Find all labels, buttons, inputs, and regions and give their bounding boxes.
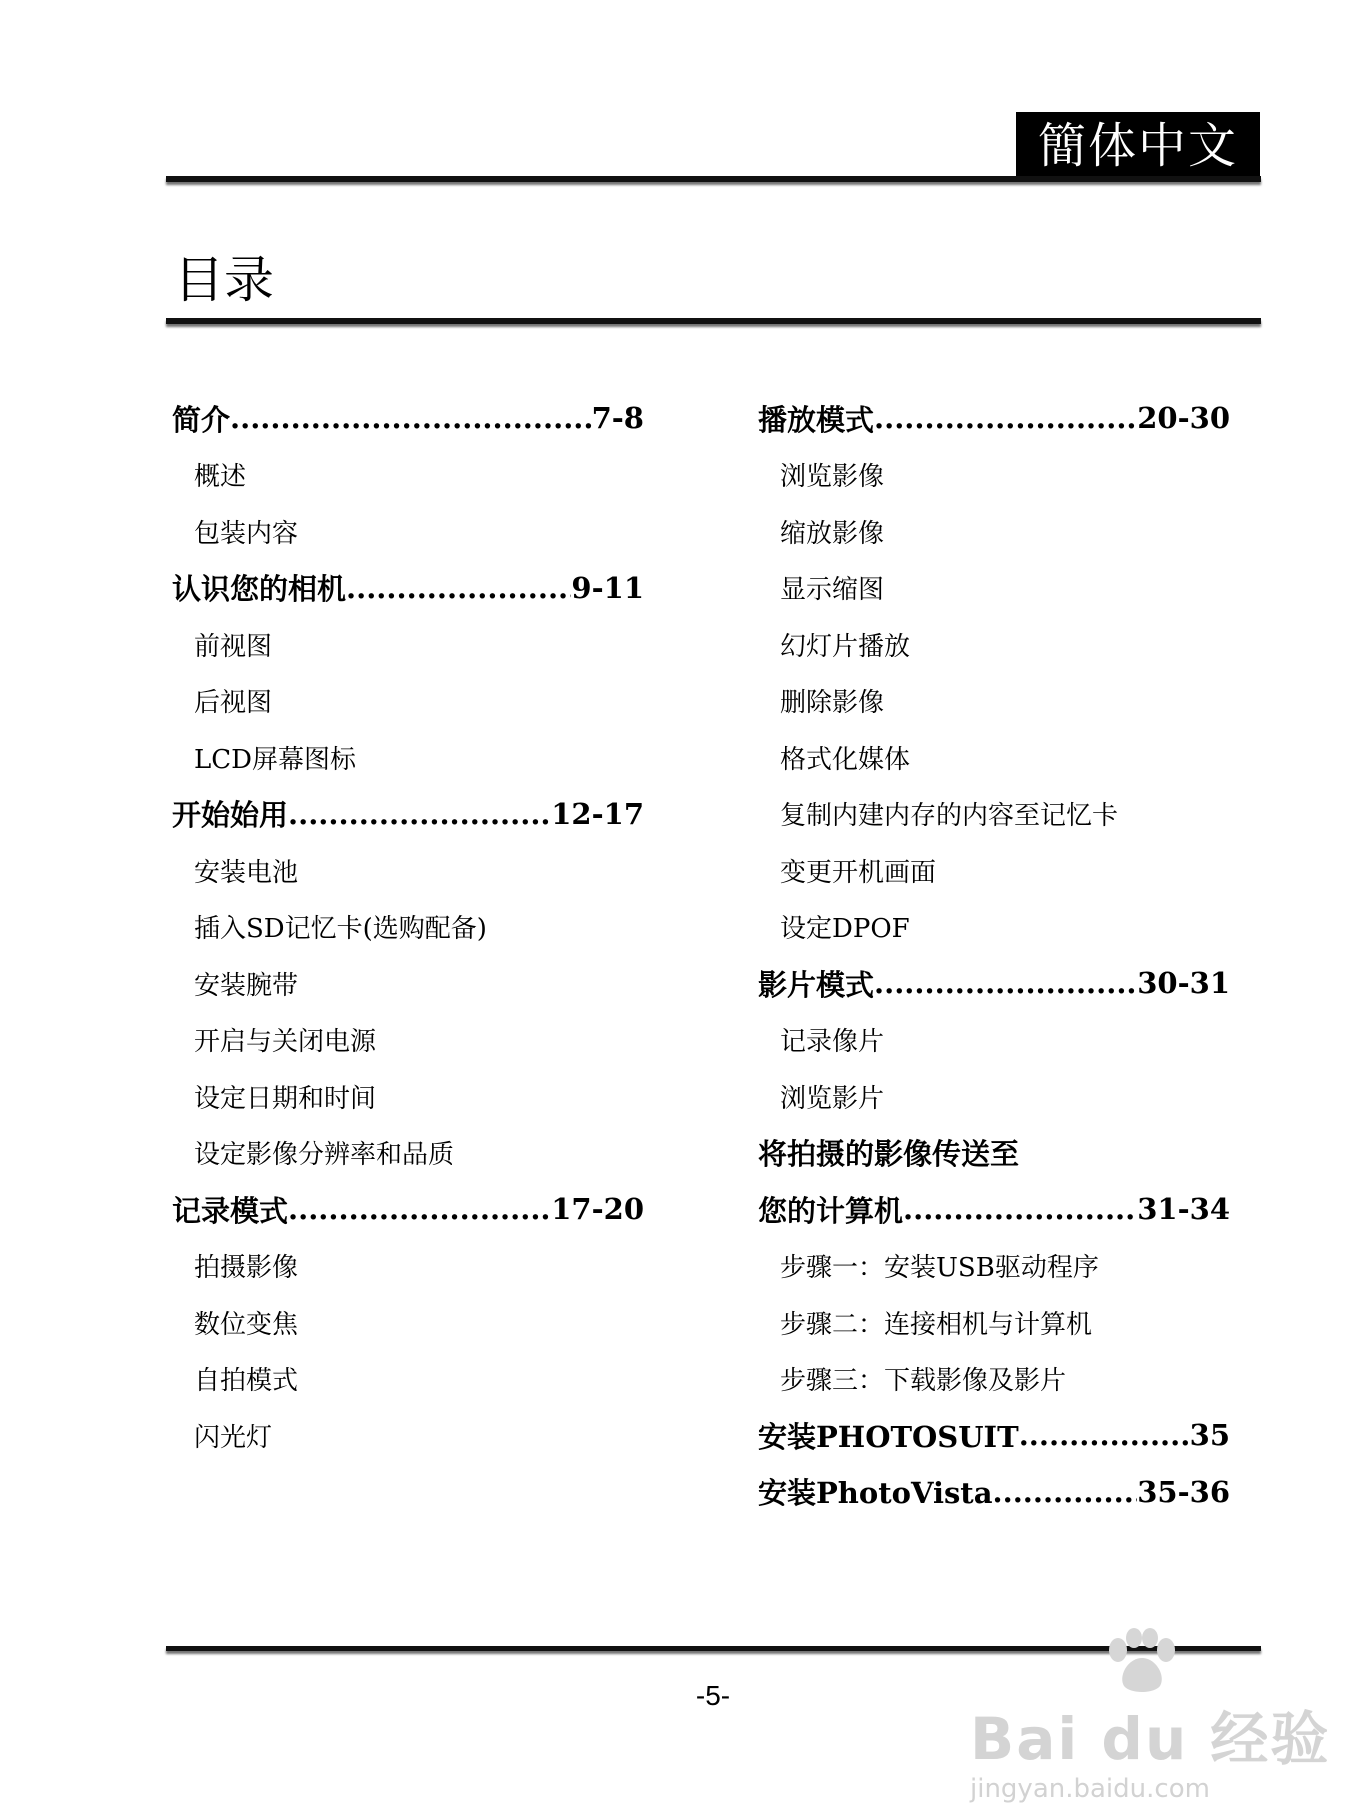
page-number: -5- <box>695 1680 731 1711</box>
toc-page-range: 7-8 <box>591 401 644 436</box>
toc-item-title: 包装内容 <box>194 518 299 549</box>
toc-page-range: 30-31 <box>1137 966 1230 1001</box>
toc-left-column <box>172 390 644 1464</box>
page-title: 目录 <box>174 251 274 309</box>
toc-item <box>172 1238 644 1295</box>
toc-item-title: 开启与关闭电源 <box>194 1027 377 1058</box>
toc-page-range: 35-36 <box>1137 1474 1230 1509</box>
toc-item <box>172 899 644 956</box>
baidu-watermark <box>970 1628 1331 1816</box>
toc-item-title: 删除影像 <box>780 688 885 719</box>
toc-section <box>172 1181 644 1238</box>
toc-page-range: 9-11 <box>571 570 644 605</box>
toc-section-title: 您的计算机 <box>758 1193 904 1228</box>
toc-dot-leader <box>346 571 571 605</box>
toc-item <box>758 786 1230 843</box>
toc-dot-leader <box>993 1475 1138 1509</box>
toc-item-title: 幻灯片播放 <box>780 631 911 662</box>
toc-section-title: 播放模式 <box>758 402 875 437</box>
toc-section <box>758 1181 1230 1238</box>
toc-item-title: 设定日期和时间 <box>194 1083 377 1114</box>
toc-item-title: 变更开机画面 <box>780 857 937 888</box>
toc-item <box>172 842 644 899</box>
paw-icon <box>1100 1628 1180 1694</box>
toc-item <box>758 729 1230 786</box>
toc-section <box>758 1464 1230 1521</box>
toc-item <box>172 955 644 1012</box>
toc-section <box>172 560 644 617</box>
toc-item <box>758 560 1230 617</box>
toc-item <box>758 1238 1230 1295</box>
toc-item-title: 步骤三：下载影像及影片 <box>780 1366 1067 1397</box>
toc-item <box>172 1012 644 1069</box>
toc-page-range: 17-20 <box>551 1192 644 1227</box>
toc-section-title: 影片模式 <box>758 967 875 1002</box>
toc-item-title: 设定影像分辨率和品质 <box>194 1140 455 1171</box>
toc-item <box>172 1294 644 1351</box>
toc-section-title: 安装PHOTOSUIT <box>758 1419 1019 1454</box>
toc-item-title: 闪光灯 <box>194 1422 273 1453</box>
toc-item-title: 格式化媒体 <box>780 744 911 775</box>
toc-section <box>172 390 644 447</box>
toc-item <box>172 673 644 730</box>
toc-section-title: 开始始用 <box>172 798 289 833</box>
toc-dot-leader <box>874 401 1137 435</box>
toc-item <box>758 899 1230 956</box>
toc-item <box>758 1012 1230 1069</box>
toc-page-range: 31-34 <box>1137 1192 1230 1227</box>
toc-item-title: 复制内建内存的内容至记忆卡 <box>780 801 1119 832</box>
toc-item-title: 缩放影像 <box>780 518 885 549</box>
toc-item-title: 安装电池 <box>194 857 299 888</box>
toc-item-title: 步骤二：连接相机与计算机 <box>780 1309 1093 1340</box>
toc-section-title: 安装PhotoVista <box>758 1476 993 1511</box>
toc-item-title: 概述 <box>194 462 247 493</box>
toc-item <box>758 503 1230 560</box>
toc-item <box>758 616 1230 673</box>
toc-section-title: 将拍摄的影像传送至 <box>758 1137 1020 1172</box>
toc-section <box>172 786 644 843</box>
title-rule <box>166 318 1261 324</box>
toc-dot-leader <box>903 1192 1137 1226</box>
toc-item-title: 插入SD记忆卡(选购配备) <box>194 914 487 945</box>
toc-item <box>758 1351 1230 1408</box>
toc-item <box>172 503 644 560</box>
toc-item <box>758 447 1230 504</box>
toc-dot-leader <box>288 797 551 831</box>
toc-right-column <box>758 390 1230 1520</box>
toc-item <box>758 1294 1230 1351</box>
toc-dot-leader <box>230 401 592 435</box>
toc-item-title: 设定DPOF <box>780 914 910 945</box>
toc-section <box>758 390 1230 447</box>
language-tab: 簡体中文 <box>1016 112 1260 180</box>
header-rule <box>166 176 1261 182</box>
toc-section-title: 记录模式 <box>172 1193 289 1228</box>
toc-section <box>758 1407 1230 1464</box>
toc-item <box>758 673 1230 730</box>
toc-item <box>172 447 644 504</box>
toc-page-range: 35 <box>1189 1418 1230 1453</box>
toc-item-title: 显示缩图 <box>780 575 885 606</box>
toc-item-title: 记录像片 <box>780 1027 885 1058</box>
toc-section-title: 认识您的相机 <box>172 572 347 607</box>
toc-item-title: 自拍模式 <box>194 1366 299 1397</box>
toc-dot-leader <box>874 966 1137 1000</box>
toc-section <box>758 1125 1230 1182</box>
toc-item-title: 数位变焦 <box>194 1309 299 1340</box>
toc-page-range: 20-30 <box>1137 401 1230 436</box>
toc-page-range: 12-17 <box>551 796 644 831</box>
toc-item-title: 安装腕带 <box>194 970 299 1001</box>
toc-item <box>172 1351 644 1408</box>
toc-dot-leader <box>1019 1418 1190 1452</box>
toc-item <box>758 842 1230 899</box>
watermark-url: jingyan.baidu.com <box>970 1774 1210 1804</box>
toc-item <box>172 729 644 786</box>
toc-section-title: 简介 <box>172 402 231 437</box>
toc-dot-leader <box>288 1192 551 1226</box>
toc-item-title: 后视图 <box>194 688 273 719</box>
toc-item-title: 步骤一：安装USB驱动程序 <box>780 1253 1099 1284</box>
toc-item <box>758 1068 1230 1125</box>
toc-item-title: 拍摄影像 <box>194 1253 299 1284</box>
toc-item-title: 前视图 <box>194 631 273 662</box>
toc-section <box>758 955 1230 1012</box>
watermark-logo: Bai du 经验 <box>970 1705 1331 1773</box>
toc-item-title: 浏览影片 <box>780 1083 885 1114</box>
toc-item <box>172 1068 644 1125</box>
toc-item-title: LCD屏幕图标 <box>194 744 357 775</box>
toc-item <box>172 616 644 673</box>
toc-item <box>172 1125 644 1182</box>
toc-item <box>172 1407 644 1464</box>
toc-item-title: 浏览影像 <box>780 462 885 493</box>
